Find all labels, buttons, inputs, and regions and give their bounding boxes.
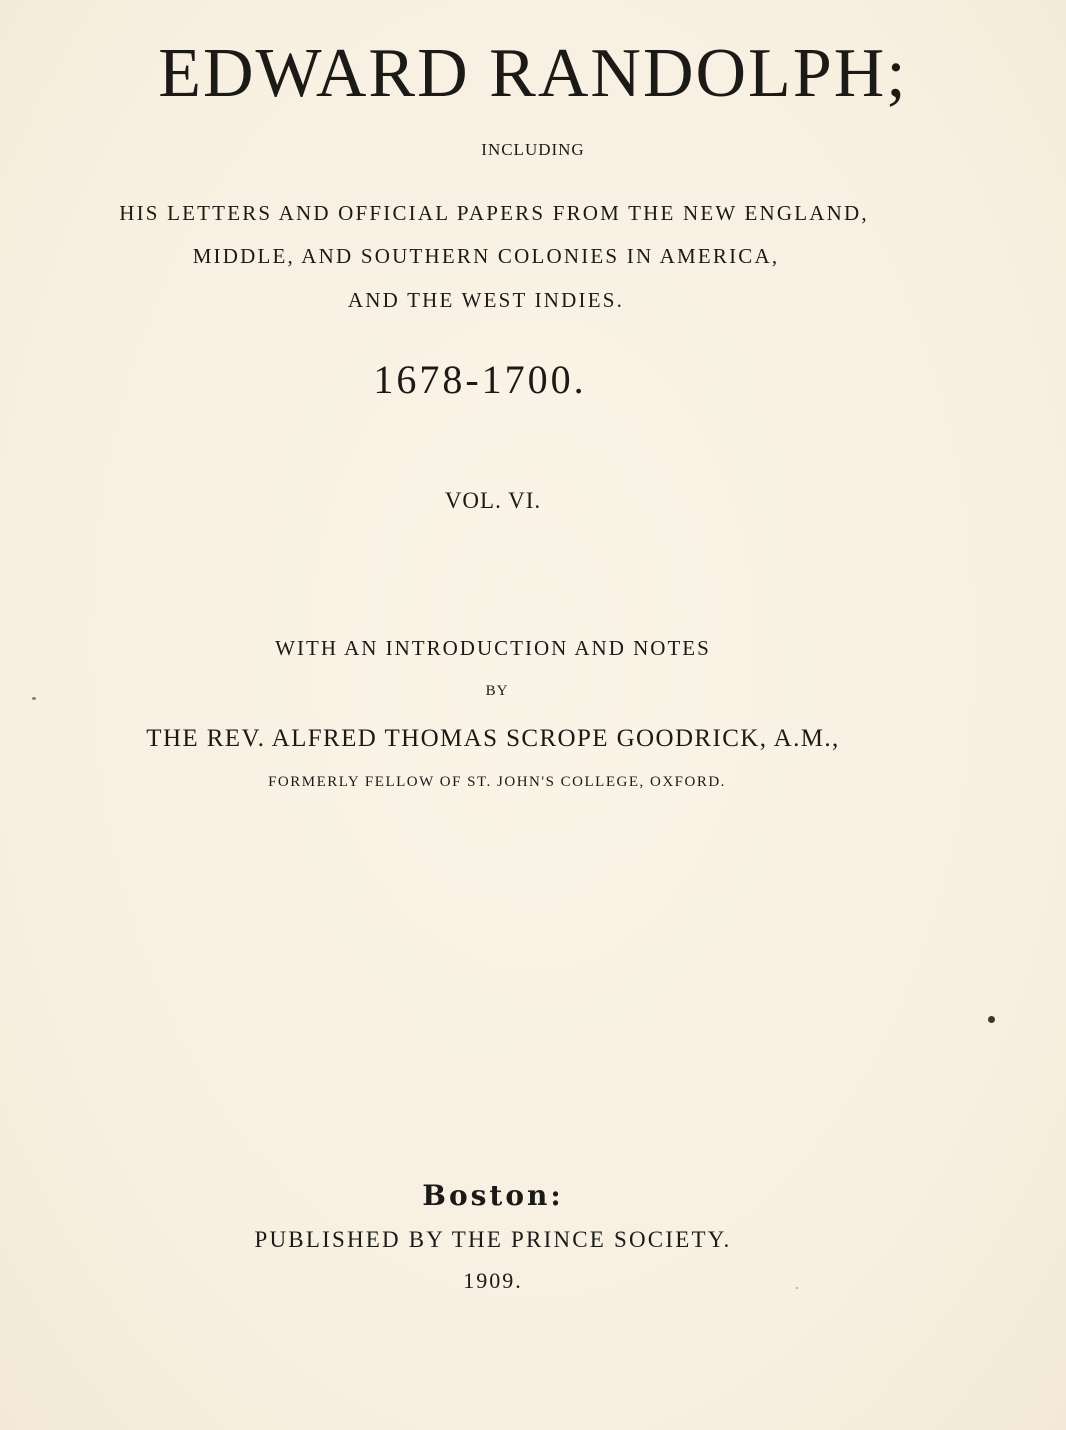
author-name: THE REV. ALFRED THOMAS SCROPE GOODRICK, A.M., <box>146 725 840 752</box>
publication-year: 1909. <box>463 1268 523 1293</box>
subtitle-line-1: HIS LETTERS AND OFFICIAL PAPERS FROM THE NEW ENGLAND, <box>119 201 869 225</box>
paper-speck <box>32 697 36 700</box>
book-title: EDWARD RANDOLPH; <box>158 35 908 112</box>
introduction-line: WITH AN INTRODUCTION AND NOTES <box>275 636 711 660</box>
subtitle-line-2: MIDDLE, AND SOUTHERN COLONIES IN AMERICA, <box>192 244 780 268</box>
subtitle-line-3: AND THE WEST INDIES. <box>347 288 625 312</box>
publication-place: Boston: <box>422 1179 564 1212</box>
author-affiliation: FORMERLY FELLOW OF ST. JOHN'S COLLEGE, OXFORD. <box>268 774 726 790</box>
including-label: INCLUDING <box>481 140 585 159</box>
paper-speck <box>988 1016 995 1023</box>
volume-number: VOL. VI. <box>444 488 542 513</box>
paper-speck <box>796 1287 798 1289</box>
publisher-line: PUBLISHED BY THE PRINCE SOCIETY. <box>254 1227 732 1252</box>
by-label: BY <box>485 683 509 699</box>
date-range: 1678-1700. <box>373 357 587 402</box>
